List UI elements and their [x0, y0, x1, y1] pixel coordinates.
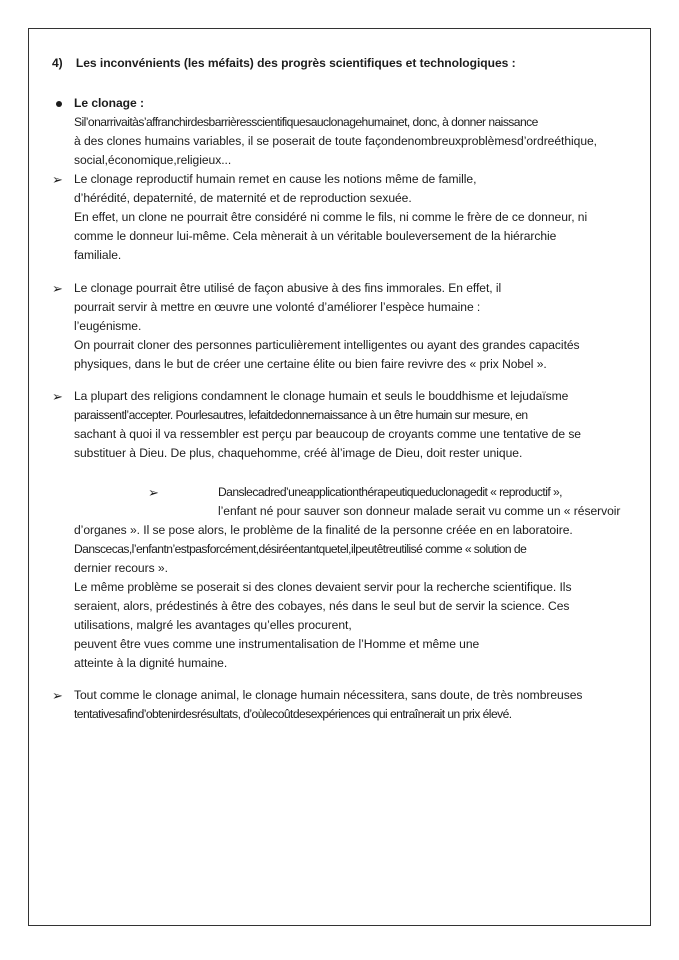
item-line: La plupart des religions condamnent le clonage humain et seuls le bouddhisme et lejudaïsme	[74, 389, 569, 403]
item-line: sachant à quoi il va ressembler est perçu par beaucoup de croyants comme une tentative de se	[74, 427, 581, 441]
item-line: Le même problème se poserait si des clones devaient servir pour la recherche scientifique. Ils	[74, 580, 572, 594]
item-line: paraissentl’accepter. Pourlesautres, lefaitdedonnernaissance à un être humain sur mesure, en	[74, 408, 528, 422]
item-line: comme le donneur lui-même. Cela mènerait à un véritable bouleversement de la hiérarchie	[74, 229, 557, 243]
arrow-bullet-icon: ➢	[148, 485, 159, 500]
section-heading: 4) Les inconvénients (les méfaits) des progrès scientifiques et technologiques :	[52, 56, 516, 70]
item-line: dernier recours ».	[74, 561, 168, 575]
item-line: pourrait servir à mettre en œuvre une volonté d’améliorer l’espèce humaine :	[74, 300, 481, 314]
bullet-dot	[56, 101, 62, 107]
arrow-bullet-icon: ➢	[52, 688, 63, 703]
intro-line: social,économique,religieux...	[74, 153, 232, 167]
arrow-bullet-icon: ➢	[52, 389, 63, 404]
intro-line: à des clones humains variables, il se poserait de toute façondenombreuxproblèmesd’ordreéthique,	[74, 134, 597, 148]
arrow-bullet-icon: ➢	[52, 281, 63, 296]
item-line: d’hérédité, depaternité, de maternité et de reproduction sexuée.	[74, 191, 412, 205]
arrow-bullet-icon: ➢	[52, 172, 63, 187]
item-line: Danscecas,l’enfantn’estpasforcément,désiréentantquetel,ilpeutêtreutilisé comme « solution de	[74, 542, 527, 556]
item-line: l’enfant né pour sauver son donneur malade serait vu comme un « réservoir	[218, 504, 621, 518]
item-line: Danslecadred’uneapplicationthérapeutiqueduclonagedit « reproductif »,	[218, 485, 562, 499]
intro-line: Sil’onarrivaitàs’affranchirdesbarrièresscientifiquesauclonagehumainet, donc, à donner naissance	[74, 115, 538, 129]
bullet-title: Le clonage :	[74, 96, 144, 110]
item-line: tentativesafind’obtenirdesrésultats, d’oùlecoûtdesexpériences qui entraînerait un prix élevé.	[74, 707, 512, 721]
item-line: physiques, dans le but de créer une certaine élite ou bien faire revivre des « prix Nobel ».	[74, 357, 547, 371]
item-line: seraient, alors, prédestinés à être des cobayes, nés dans le seul but de servir la science. Ces	[74, 599, 570, 613]
item-line: familiale.	[74, 248, 122, 262]
item-line: Tout comme le clonage animal, le clonage humain nécessitera, sans doute, de très nombreuses	[74, 688, 583, 702]
item-line: substituer à Dieu. De plus, chaquehomme, créé àl’image de Dieu, doit rester unique.	[74, 446, 523, 460]
item-line: utilisations, malgré les avantages qu’elles procurent,	[74, 618, 352, 632]
item-line: Le clonage pourrait être utilisé de façon abusive à des fins immorales. En effet, il	[74, 281, 502, 295]
item-line: En effet, un clone ne pourrait être considéré ni comme le fils, ni comme le frère de ce donneur, ni	[74, 210, 588, 224]
item-line: atteinte à la dignité humaine.	[74, 656, 228, 670]
item-line: l’eugénisme.	[74, 319, 142, 333]
item-line: peuvent être vues comme une instrumentalisation de l’Homme et même une	[74, 637, 480, 651]
item-line: Le clonage reproductif humain remet en cause les notions même de famille,	[74, 172, 477, 186]
item-line: d’organes ». Il se pose alors, le problème de la finalité de la personne créée en en laboratoire.	[74, 523, 573, 537]
item-line: On pourrait cloner des personnes particulièrement intelligentes ou ayant des grandes capacités	[74, 338, 580, 352]
